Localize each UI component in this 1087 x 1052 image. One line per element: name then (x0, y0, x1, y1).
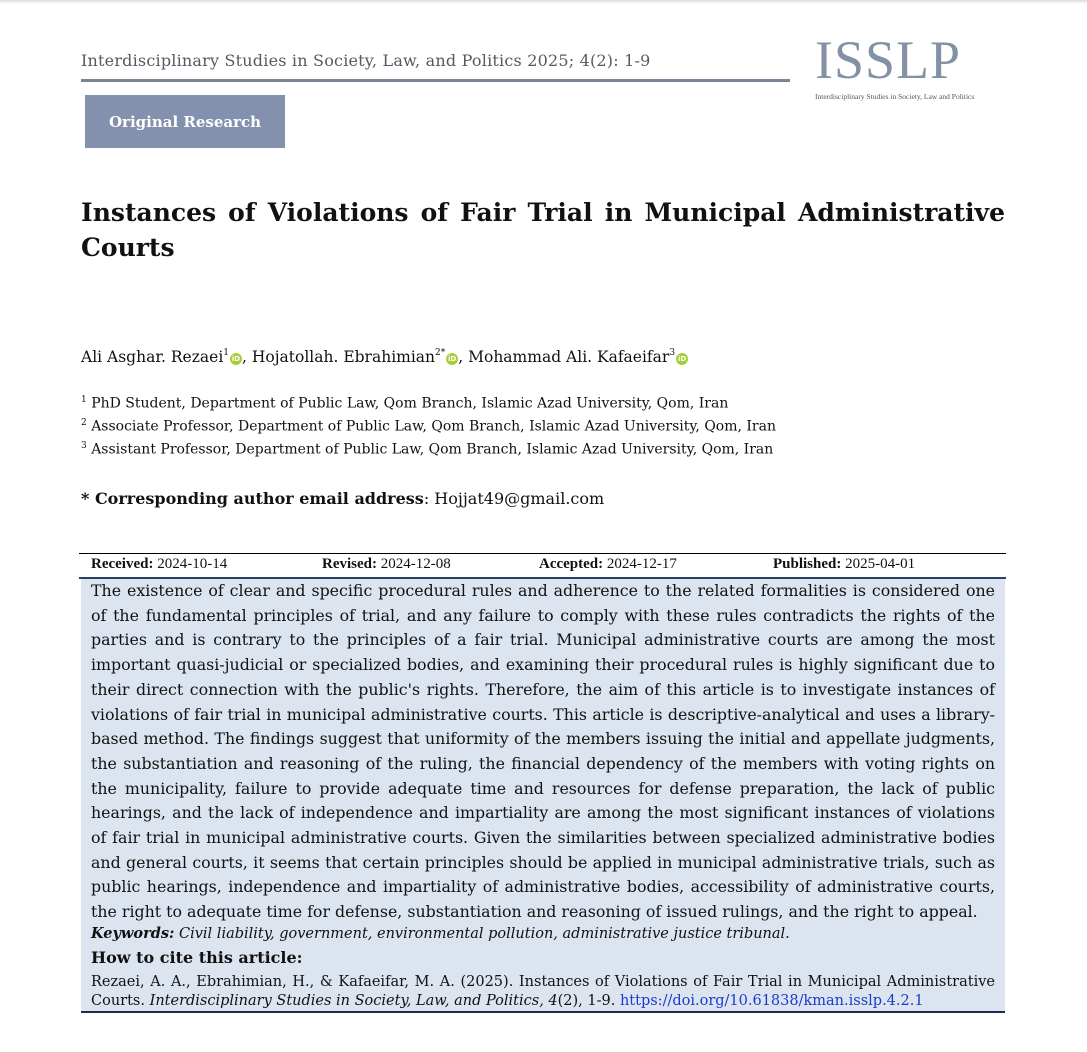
author-list: Ali Asghar. Rezaei$^1$iD , Hojatollah. Ebrahimian$^{2*}$iD , Mohammad Ali. Kafaeifar$^3$iD (81, 348, 687, 366)
citation (91, 973, 995, 1011)
affiliation-item: $^2$ Associate Professor, Department of Public Law, Qom Branch, Islamic Azad University, Qom, Iran (81, 418, 776, 435)
top-shadow (0, 0, 1087, 4)
revised-date: Revised: 2024-12-08 (322, 556, 451, 572)
journal-logo (815, 30, 1015, 110)
published-date: Published: 2025-04-01 (773, 556, 916, 572)
citation-text: Rezaei, A. A., Ebrahimian, H., & Kafaeifar, M. A. (2025). Instances of Violations of Fair Trial in Municipal Administrative Courts. (91, 974, 995, 1009)
keywords-label: Keywords: (91, 925, 175, 942)
logo-text: ISSLP (815, 30, 962, 90)
header-rule (81, 79, 790, 82)
author-sup: 1 (223, 348, 230, 358)
cite-heading: How to cite this article: (91, 948, 303, 967)
article-title: Instances of Violations of Fair Trial in Municipal Administrative Courts (81, 198, 1005, 262)
corresponding-label: * Corresponding author email address (81, 489, 424, 508)
corresponding-author: * Corresponding author email address: Hojjat49@gmail.com (81, 489, 605, 508)
keywords-text: Civil liability, government, environmental pollution, administrative justice tribunal. (179, 926, 790, 942)
abstract-text: The existence of clear and specific procedural rules and adherence to the related formalities is considered one of the fundamental principles of trial, and any failure to comply with these rules contradicts the rights of the parties and is contrary to the principles of a fair trial. Municipal administrative courts are among the most important quasi-judicial or specialized bodies, and examining their procedural rules is highly significant due to their direct connection with the public's rights. Therefore, the aim of this article is to investigate instances of violations of fair trial in municipal administrative courts. This article is descriptive-analytical and uses a library-based method. The findings suggest that uniformity of the members issuing the initial and appellate judgments, the substantiation and reasoning of the ruling, the financial dependency of the members with voting rights on the municipality, failure to provide adequate time and resources for defense preparation, the lack of public hearings, and the lack of independence and impartiality are among the most significant instances of violations of fair trial in municipal administrative courts. Given the similarities between specialized administrative bodies and general courts, it seems that certain principles should be applied in municipal administrative trials, such as public hearings, independence and impartiality of administrative bodies, accessibility of administrative courts, the right to adequate time for defense, substantiation and reasoning of issued rulings, and the right to appeal. (91, 581, 995, 922)
author-name: Mohammad Ali. Kafaeifar (468, 348, 670, 366)
logo-subtitle: Interdisciplinary Studies in Society, Law and Politics (815, 92, 975, 101)
author-name: Ali Asghar. Rezaei (81, 348, 224, 366)
orcid-icon[interactable]: iD (677, 355, 687, 363)
received-date: Received: 2024-10-14 (91, 556, 228, 572)
affiliations (81, 391, 1005, 460)
abstract-box (81, 579, 1005, 1013)
citation-journal: Interdisciplinary Studies in Society, Law, and Politics, 4 (149, 993, 558, 1009)
affiliation-item: $^3$ Assistant Professor, Department of Public Law, Qom Branch, Islamic Azad University, Qom, Iran (81, 441, 774, 458)
author-sup: 2* (435, 348, 446, 358)
citation-issue: (2), 1-9. (557, 993, 616, 1009)
author-sup: 3 (669, 348, 676, 358)
accepted-date: Accepted: 2024-12-17 (539, 556, 677, 572)
orcid-icon[interactable]: iD (448, 355, 457, 363)
orcid-icon[interactable]: iD (231, 355, 241, 363)
dates-bar (79, 553, 1006, 579)
author-name: Hojatollah. Ebrahimian (251, 348, 436, 366)
affiliation-item: $^1$ PhD Student, Department of Public Law, Qom Branch, Islamic Azad University, Qom, Iran (81, 395, 729, 412)
article-type-badge: Original Research (85, 95, 285, 148)
keywords (91, 925, 995, 942)
doi-link[interactable]: https://doi.org/10.61838/kman.isslp.4.2.1 (619, 993, 924, 1009)
journal-header: Interdisciplinary Studies in Society, Law, and Politics 2025; 4(2): 1-9 (81, 51, 651, 70)
corresponding-email[interactable]: Hojjat49@gmail.com (434, 489, 605, 508)
